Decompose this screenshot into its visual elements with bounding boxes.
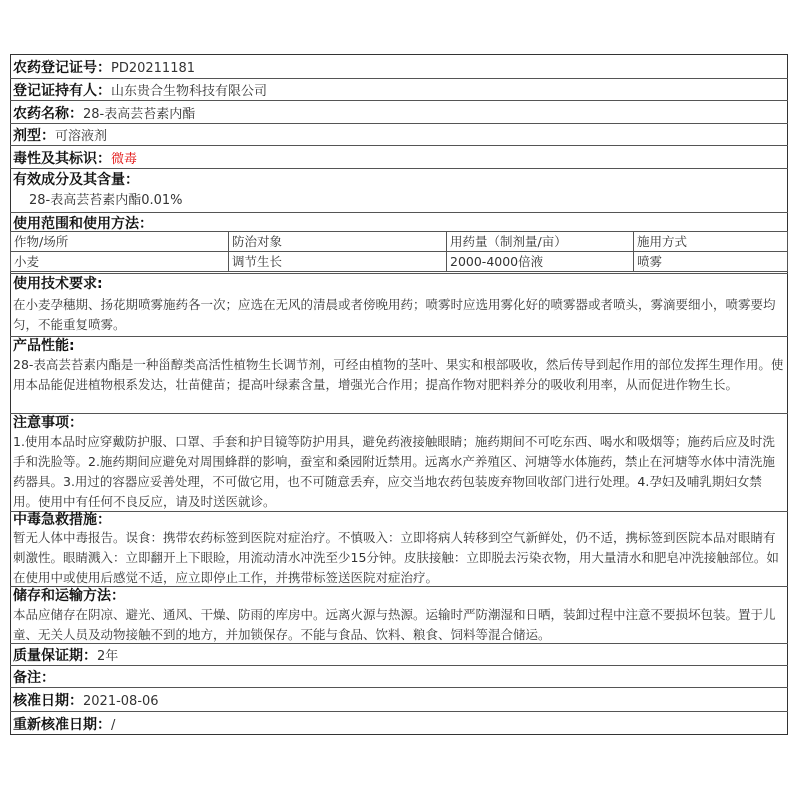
table-header-row xyxy=(11,232,788,252)
formulation-value: 可溶液剂 xyxy=(55,129,108,144)
table-header-cell: 用药量（制剂量/亩） xyxy=(447,232,634,252)
name-label: 农药名称： xyxy=(13,106,83,122)
tech-text: 在小麦孕穗期、扬花期喷雾施药各一次；应选在无风的清晨或者傍晚用药；喷雾时应选用雾化好的喷雾器或者喷头，雾滴要细小，喷雾要均匀，不能重复喷雾。 xyxy=(13,297,776,332)
holder-row xyxy=(10,78,788,100)
name-row xyxy=(10,100,788,123)
remark-label: 备注： xyxy=(13,670,55,686)
shelf-label: 质量保证期： xyxy=(13,648,97,664)
toxicity-label: 毒性及其标识： xyxy=(13,151,111,167)
usage-label: 使用范围和使用方法： xyxy=(13,216,153,232)
storage-section xyxy=(10,586,788,643)
ingredient-value: 28-表高芸苔素内酯0.01% xyxy=(29,193,183,208)
aid-label: 中毒急救措施： xyxy=(13,512,111,528)
perf-section xyxy=(10,336,788,413)
shelf-row xyxy=(10,643,788,665)
table-cell: 小麦 xyxy=(11,252,229,272)
ingredient-row xyxy=(10,168,788,212)
storage-label: 储存和运输方法： xyxy=(13,588,125,604)
table-cell: 2000-4000倍液 xyxy=(447,252,634,272)
perf-text: 28-表高芸苔素内酯是一种甾醇类高活性植物生长调节剂，可经由植物的茎叶、果实和根部吸收，然后传导到起作用的部位发挥生理作用。使用本品能促进植物根系发达，壮苗健苗；提高叶绿素含量，增强光合作用；提高作物对肥料养分的吸收利用率，从而促进作物生长。 xyxy=(13,357,784,392)
tech-section xyxy=(10,273,788,336)
reapprove-row xyxy=(10,711,788,734)
formulation-label: 剂型： xyxy=(13,128,55,144)
reg-no-label: 农药登记证号： xyxy=(13,60,111,76)
table-header-cell: 防治对象 xyxy=(229,232,447,252)
holder-value: 山东贵合生物科技有限公司 xyxy=(111,84,268,99)
toxicity-row xyxy=(10,145,788,168)
shelf-value: 2年 xyxy=(97,649,119,664)
aid-text: 暂无人体中毒报告。误食：携带农药标签到医院对症治疗。不慎吸入：立即将病人转移到空气新鲜处，仍不适，携标签到医院本品对眼睛有刺激性。眼睛溅入：立即翻开上下眼睑，用流动清水冲洗至少15分钟。皮肤接触：立即脱去污染衣物，用大量清水和肥皂冲洗接触部位。如在使用中或使用后感觉不适，应立即停止工作，并携带标签送医院对症治疗。 xyxy=(13,530,779,585)
holder-label: 登记证持有人： xyxy=(13,83,111,99)
reg-no-row xyxy=(10,56,788,78)
formulation-row xyxy=(10,123,788,145)
tech-label: 使用技术要求: xyxy=(13,276,103,292)
notes-text: 1.使用本品时应穿戴防护服、口罩、手套和护目镜等防护用具，避免药液接触眼睛；施药期间不可吃东西、喝水和吸烟等；施药后应及时洗手和洗脸等。2.施药期间应避免对周围蜂群的影响，蚕室和桑园附近禁用。远离水产养殖区、河塘等水体施药，禁止在河塘等水体中清洗施药器具。3.用过的容器应妥善处理，不可做它用，也不可随意丢弃，应交当地农药包装废弃物回收部门进行处理。4.孕妇及哺乳期妇女禁用。使用中有任何不良反应，请及时送医就诊。 xyxy=(13,434,775,509)
reg-no-value: PD20211181 xyxy=(111,61,196,76)
reapprove-label: 重新核准日期： xyxy=(13,717,111,733)
approve-label: 核准日期： xyxy=(13,693,83,709)
ingredient-label: 有效成分及其含量： xyxy=(13,172,139,188)
approve-value: 2021-08-06 xyxy=(83,694,159,709)
aid-section xyxy=(10,511,788,586)
table-header-cell: 施用方式 xyxy=(634,232,788,252)
name-value: 28-表高芸苔素内酯 xyxy=(83,107,196,122)
storage-text: 本品应储存在阴凉、避光、通风、干燥、防雨的库房中。远离火源与热源。运输时严防潮湿和日晒，装卸过程中注意不要损坏包装。置于儿童、无关人员及动物接触不到的地方，并加锁保存。不能与食品、饮料、粮食、饲料等混合储运。 xyxy=(13,607,776,642)
table-row xyxy=(11,252,788,272)
table-cell: 喷雾 xyxy=(634,252,788,272)
remark-row xyxy=(10,665,788,687)
table-header-cell: 作物/场所 xyxy=(11,232,229,252)
toxicity-value: 微毒 xyxy=(111,152,138,167)
notes-label: 注意事项： xyxy=(13,415,83,431)
reapprove-value: / xyxy=(111,718,116,733)
usage-table xyxy=(10,231,788,272)
notes-section xyxy=(10,413,788,511)
usage-row xyxy=(10,212,788,231)
table-cell: 调节生长 xyxy=(229,252,447,272)
approve-row xyxy=(10,687,788,711)
perf-label: 产品性能: xyxy=(13,338,75,354)
